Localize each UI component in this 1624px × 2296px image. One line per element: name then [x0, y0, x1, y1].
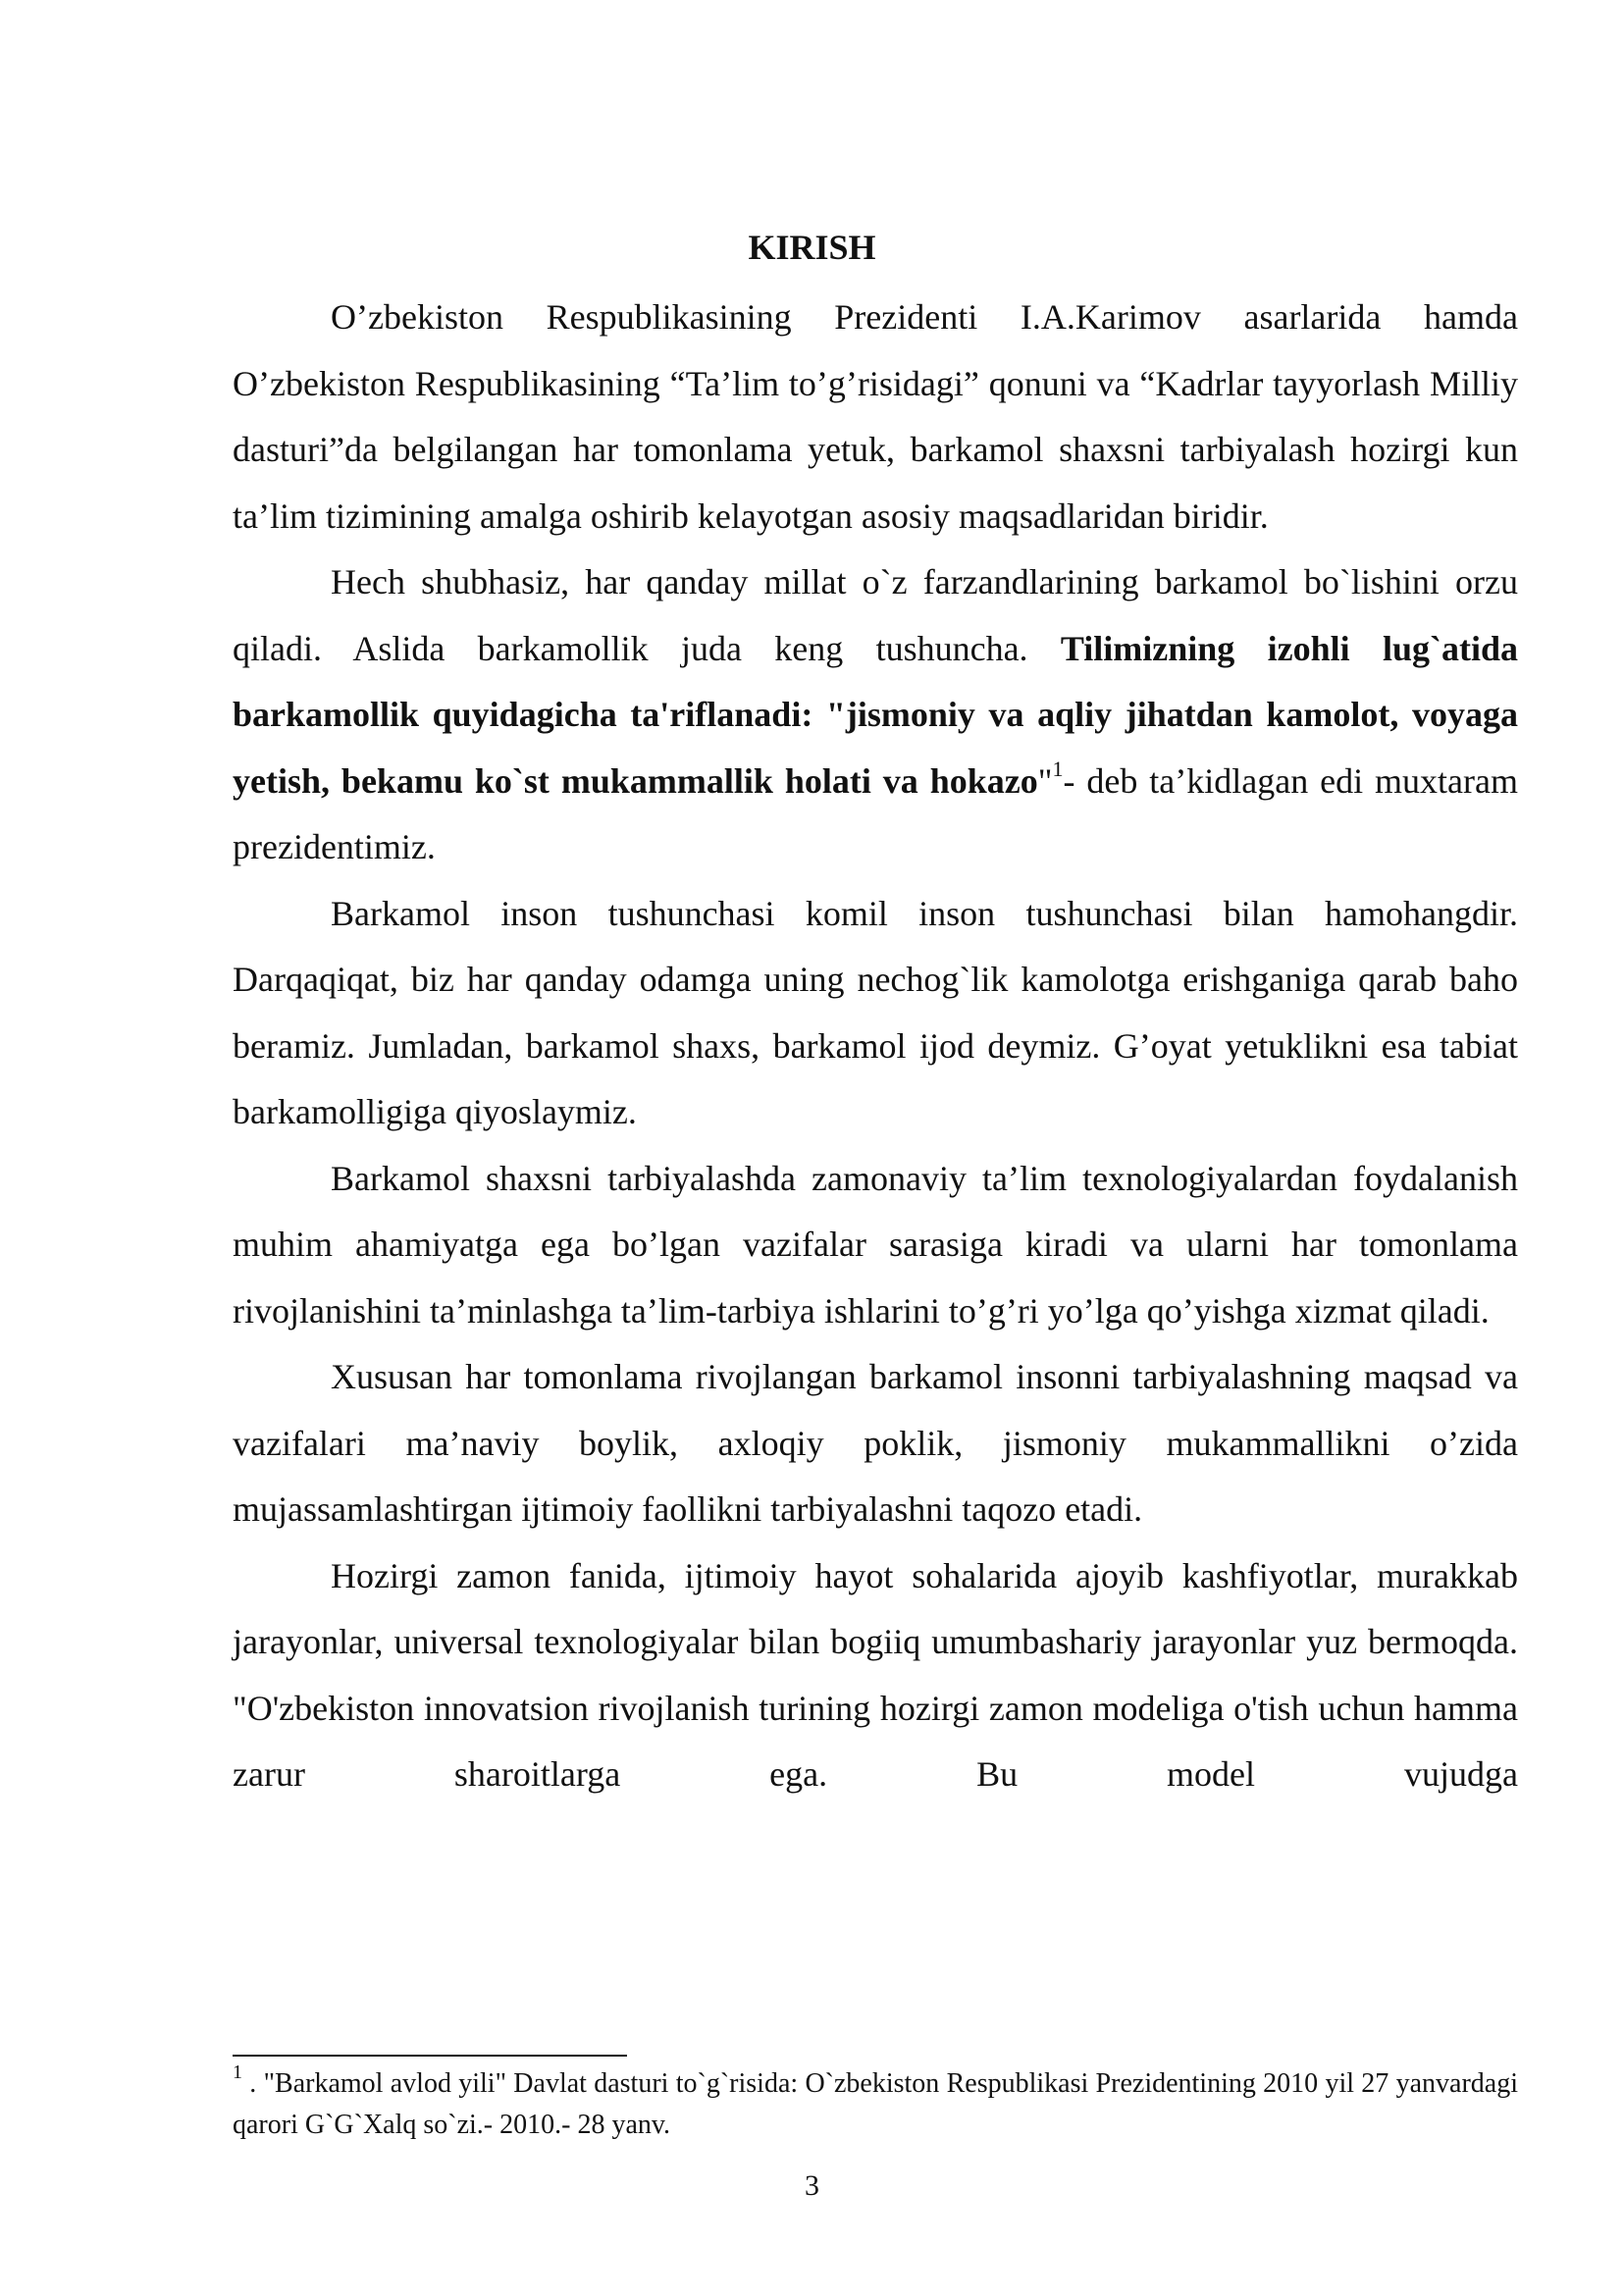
- paragraph-definition-lead: Hech shubhasiz, har qanday millat o`z farzandlarining barkamol bo`lishini orzu qiladi. Aslida barkamollik juda keng tushuncha.: [233, 562, 1518, 668]
- footnote-separator: [233, 2055, 627, 2057]
- quote-close: ": [1037, 760, 1053, 801]
- footnote-text: . "Barkamol avlod yili" Davlat dasturi to`g`risida: O`zbekiston Respublikasi Prezidentining 2010 yil 27 yanvardagi qarori G`G`Xalq so`zi.- 2010.- 28 yanv.: [233, 2068, 1518, 2140]
- paragraph-harmony: Barkamol inson tushunchasi komil inson tushunchasi bilan hamohangdir. Darqaqiqat, biz har qanday odamga uning nechog`lik kamolotga erishganiga qarab baho beramiz. Jumladan, barkamol shaxs, barkamol ijod deymiz. G’oyat yetuklikni esa tabiat barkamolligiga qiyoslaymiz.: [233, 893, 1518, 1131]
- footnote: [233, 2063, 1518, 2146]
- paragraph-definition-tail: - deb ta’kidlagan edi muxtaram prezidentimiz.: [233, 760, 1519, 866]
- paragraph-definition: [233, 549, 1518, 881]
- paragraph-modern-science: Hozirgi zamon fanida, ijtimoiy hayot sohalarida ajoyib kashfiyotlar, murakkab jarayonlar, universal texnologiyalar bilan bogiiq umumbashariy jarayonlar yuz bermoqda. "O'zbekiston innovatsion rivojlanish turining hozirgi zamon modeliga o'tish uchun hamma zarur sharoitlarga ega. Bu model vujudga: [233, 1555, 1518, 1794]
- section-title: KIRISH: [748, 228, 876, 267]
- paragraph-technology: Barkamol shaxsni tarbiyalashda zamonaviy ta’lim texnologiyalardan foydalanish muhim ahamiyatga ega bo’lgan vazifalar sarasiga kiradi va ularni har tomonlama rivojlanishini ta’minlashga ta’lim-tarbiya ishlarini to’g’ri yo’lga qo’yishga xizmat qiladi.: [233, 1158, 1518, 1331]
- footnote-number: 1: [233, 2061, 242, 2083]
- dictionary-quote: Tilimizning izohli lug`atida barkamollik quyidagicha ta'riflanadi: "jismoniy va aqliy jihatdan kamolot, voyaga yetish, bekamu ko`st mukammallik holati va hokazo: [233, 628, 1518, 801]
- body-text: [233, 285, 1518, 1808]
- footnote-reference[interactable]: 1: [1052, 756, 1064, 781]
- paragraph-intro: O’zbekiston Respublikasining Prezidenti I.A.Karimov asarlarida hamda O’zbekiston Respublikasining “Ta’lim to’g’risidagi” qonuni va “Kadrlar tayyorlash Milliy dasturi”da belgilangan har tomonlama yetuk, barkamol shaxsni tarbiyalash hozirgi kun ta’lim tizimining amalga oshirib kelayotgan asosiy maqsadlaridan biridir.: [233, 297, 1518, 536]
- paragraph-goals: Xususan har tomonlama rivojlangan barkamol insonni tarbiyalashning maqsad va vazifalari ma’naviy boylik, axloqiy poklik, jismoniy mukammallikni o’zida mujassamlashtirgan ijtimoiy faollikni tarbiyalashni taqozo etadi.: [233, 1357, 1518, 1529]
- page-number: 3: [805, 2169, 819, 2202]
